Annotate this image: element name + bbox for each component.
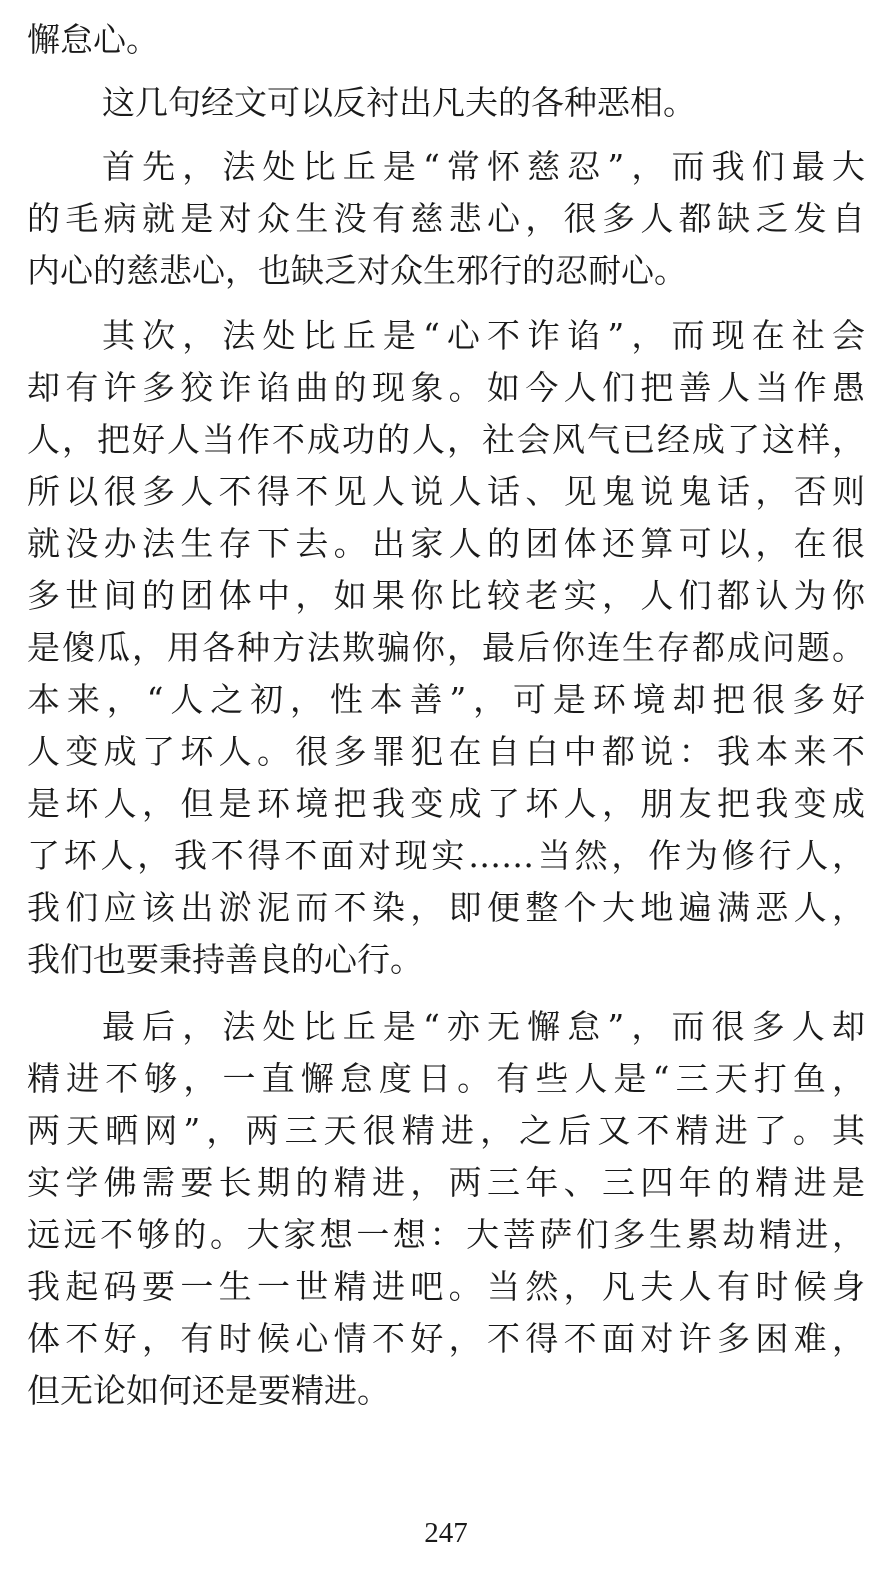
- text-line: 内心的慈悲心，也缺乏对众生邪行的忍耐心。: [27, 251, 687, 290]
- text-line: 我们也要秉持善良的心行。: [27, 940, 423, 979]
- text-line: 体不好，有时候心情不好，不得不面对许多困难，: [27, 1319, 865, 1358]
- text-line: 两天晒网”，两三天很精进，之后又不精进了。其: [27, 1111, 865, 1150]
- text-line: 就没办法生存下去。出家人的团体还算可以，在很: [27, 524, 865, 563]
- text-line: 了坏人，我不得不面对现实……当然，作为修行人，: [27, 836, 865, 875]
- text-line: 实学佛需要长期的精进，两三年、三四年的精进是: [27, 1163, 865, 1202]
- text-line: 我们应该出淤泥而不染，即便整个大地遍满恶人，: [27, 888, 865, 927]
- paragraph-line: 最后，法处比丘是“亦无懈怠”，而很多人却: [102, 1007, 865, 1046]
- text-line: 精进不够，一直懈怠度日。有些人是“三天打鱼，: [27, 1059, 865, 1098]
- text-line: 懈怠心。: [27, 20, 159, 59]
- paragraph-line: 首先，法处比丘是“常怀慈忍”，而我们最大: [102, 147, 865, 186]
- text-line: 是坏人，但是环境把我变成了坏人，朋友把我变成: [27, 784, 865, 823]
- text-line: 本来，“人之初，性本善”，可是环境却把很多好: [27, 680, 865, 719]
- text-line: 多世间的团体中，如果你比较老实，人们都认为你: [27, 576, 865, 615]
- text-line: 但无论如何还是要精进。: [27, 1371, 390, 1410]
- text-line: 却有许多狡诈谄曲的现象。如今人们把善人当作愚: [27, 368, 865, 407]
- text-line: 人，把好人当作不成功的人，社会风气已经成了这样，: [27, 420, 865, 459]
- text-line: 所以很多人不得不见人说人话、见鬼说鬼话，否则: [27, 472, 865, 511]
- text-line: 是傻瓜，用各种方法欺骗你，最后你连生存都成问题。: [27, 628, 865, 667]
- text-line: 的毛病就是对众生没有慈悲心，很多人都缺乏发自: [27, 199, 865, 238]
- paragraph-line: 其次，法处比丘是“心不诈谄”，而现在社会: [102, 316, 865, 355]
- text-line: 人变成了坏人。很多罪犯在自白中都说：我本来不: [27, 732, 865, 771]
- text-line: 远远不够的。大家想一想：大菩萨们多生累劫精进，: [27, 1215, 865, 1254]
- paragraph-line: 这几句经文可以反衬出凡夫的各种恶相。: [102, 83, 696, 122]
- text-line: 我起码要一生一世精进吧。当然，凡夫人有时候身: [27, 1267, 865, 1306]
- page-number: 247: [424, 1517, 468, 1549]
